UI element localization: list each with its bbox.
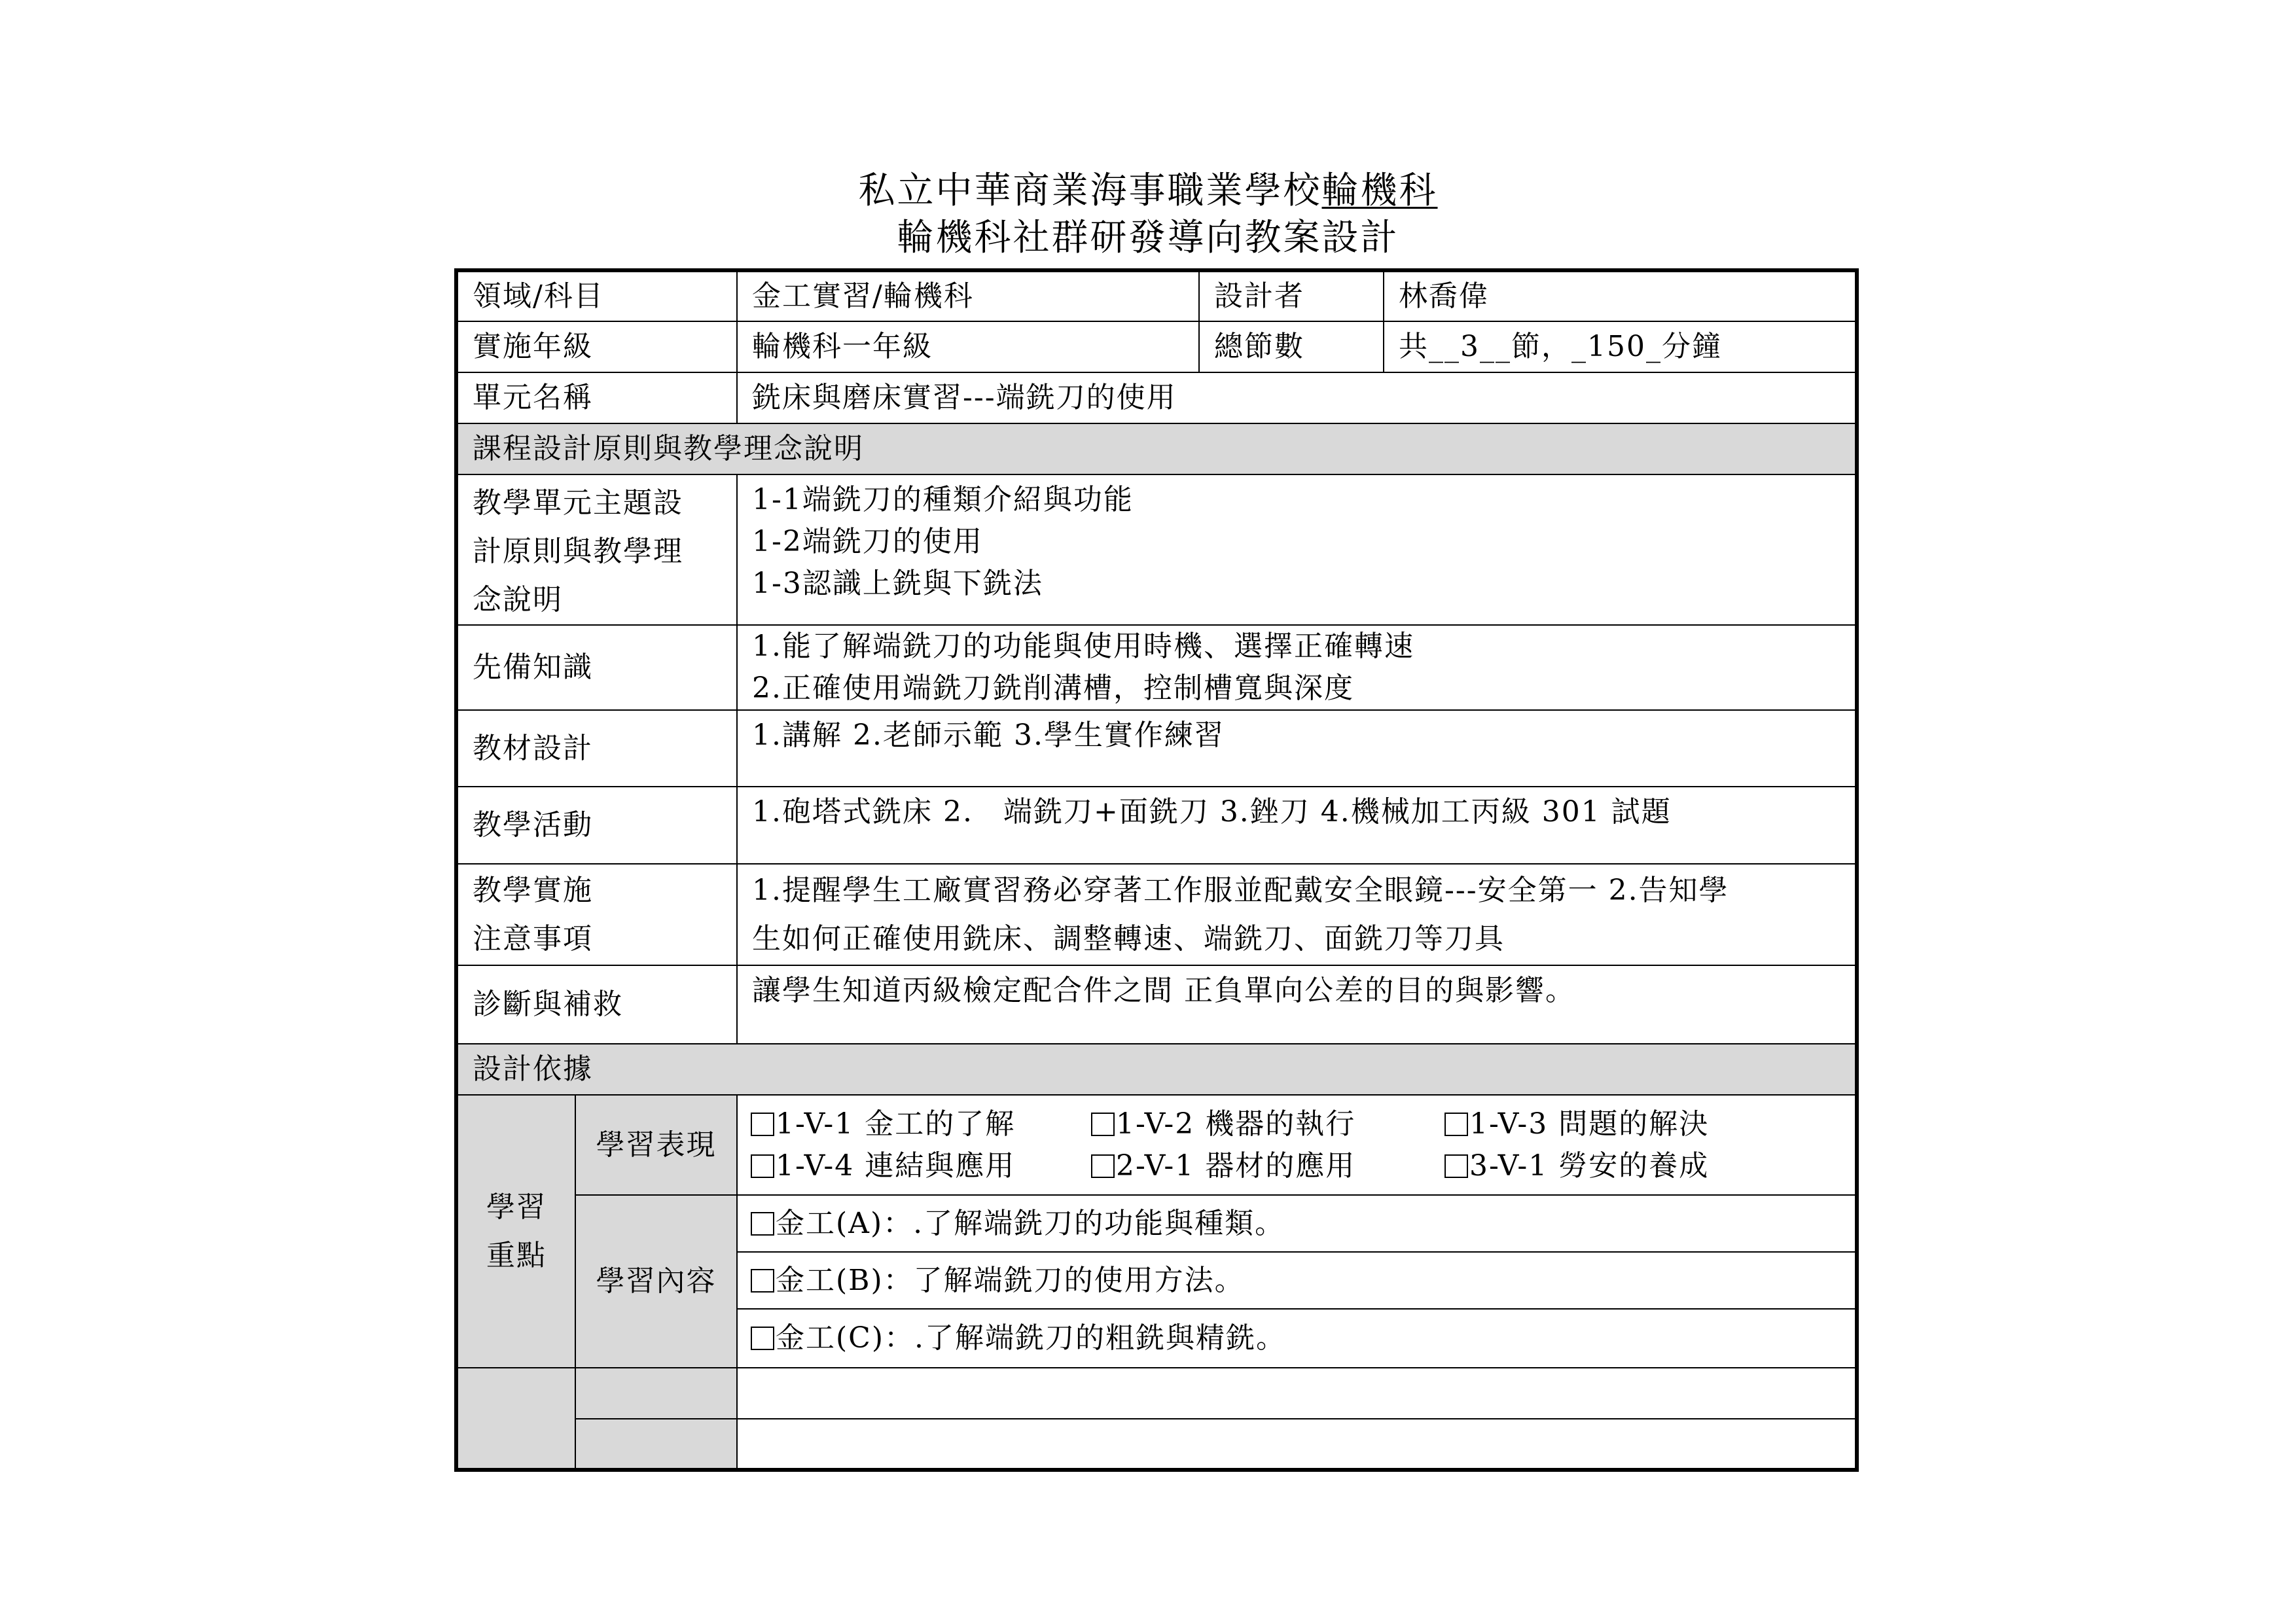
- notes-line: 1.提醒學生工廠實習務必穿著工作服並配戴安全眼鏡---安全第一 2.告知學: [752, 873, 1729, 907]
- performance-option[interactable]: 1-V-1 金工的了解: [751, 1103, 1091, 1145]
- empty-cell: [575, 1419, 737, 1470]
- designer-label: 設計者: [1199, 270, 1384, 321]
- performance-options: [737, 1095, 1857, 1195]
- row-unit: [456, 372, 1857, 423]
- field-value: 金工實習/輪機科: [737, 270, 1199, 321]
- theme-line: 1-2端銑刀的使用: [752, 525, 983, 558]
- performance-option[interactable]: 1-V-2 機器的執行: [1091, 1103, 1444, 1145]
- row-performance: [456, 1095, 1857, 1195]
- checkbox-icon[interactable]: [751, 1327, 774, 1350]
- theme-line: 1-1端銑刀的種類介紹與功能: [752, 483, 1134, 516]
- performance-option[interactable]: 1-V-3 問題的解決: [1444, 1103, 1709, 1145]
- empty-cell: [737, 1419, 1857, 1470]
- sessions-value: 共__3__節，_150_分鐘: [1384, 321, 1857, 372]
- lesson-plan-table: [454, 268, 1859, 1472]
- theme-label: [456, 474, 737, 625]
- focus-label-line: 學習: [486, 1190, 547, 1224]
- performance-label: 學習表現: [575, 1095, 737, 1195]
- focus-label-line: 重點: [486, 1238, 547, 1272]
- row-material: [456, 710, 1857, 787]
- department-name: 輪機科: [1321, 169, 1438, 212]
- material-label: 教材設計: [456, 710, 737, 787]
- empty-cell: [575, 1368, 737, 1419]
- unit-value: 銑床與磨床實習---端銑刀的使用: [737, 372, 1857, 423]
- prior-line: 1.能了解端銑刀的功能與使用時機、選擇正確轉速: [752, 630, 1414, 663]
- notes-label-line: 教學實施: [473, 873, 593, 907]
- document-subtitle: 輪機科社群研發導向教案設計: [897, 217, 1399, 259]
- theme-content: [737, 474, 1857, 625]
- grade-value: 輪機科一年級: [737, 321, 1199, 372]
- diagnosis-label: 診斷與補救: [456, 965, 737, 1044]
- principles-section-label: 課程設計原則與教學理念說明: [456, 423, 1857, 474]
- row-content-a: [456, 1195, 1857, 1252]
- row-principles-section: [456, 423, 1857, 474]
- theme-label-line: 教學單元主題設: [473, 486, 683, 520]
- school-name: 私立中華商業海事職業學校: [858, 169, 1322, 212]
- document-title: [0, 169, 2296, 213]
- performance-row: [751, 1103, 1840, 1145]
- row-field: [456, 270, 1857, 321]
- sessions-label: 總節數: [1199, 321, 1384, 372]
- row-empty-1: [456, 1368, 1857, 1419]
- row-grade: [456, 321, 1857, 372]
- empty-cell: [456, 1368, 575, 1470]
- notes-label: [456, 864, 737, 965]
- activity-label: 教學活動: [456, 787, 737, 864]
- empty-cell: [737, 1368, 1857, 1419]
- notes-label-line: 注意事項: [473, 921, 593, 955]
- checkbox-icon[interactable]: [751, 1113, 774, 1136]
- designer-value: 林喬偉: [1384, 270, 1857, 321]
- performance-option[interactable]: 2-V-1 器材的應用: [1091, 1145, 1444, 1187]
- notes-line: 生如何正確使用銑床、調整轉速、端銑刀、面銑刀等刀具: [752, 921, 1505, 955]
- prior-line: 2.正確使用端銑刀銑削溝槽，控制槽寬與深度: [752, 671, 1354, 705]
- activity-value: 1.砲塔式銑床 2. 端銑刀+面銑刀 3.銼刀 4.機械加工丙級 301 試題: [737, 787, 1857, 864]
- checkbox-icon[interactable]: [1444, 1154, 1468, 1178]
- content-option[interactable]: 金工(C)：.了解端銑刀的粗銑與精銑。: [737, 1309, 1857, 1368]
- content-label: 學習內容: [575, 1195, 737, 1368]
- learning-focus-label: [456, 1095, 575, 1368]
- row-diagnosis: [456, 965, 1857, 1044]
- performance-option[interactable]: 1-V-4 連結與應用: [751, 1145, 1091, 1187]
- field-label: 領域/科目: [456, 270, 737, 321]
- basis-section-label: 設計依據: [456, 1044, 1857, 1095]
- theme-label-line: 計原則與教學理: [473, 535, 683, 568]
- checkbox-icon[interactable]: [751, 1212, 774, 1236]
- checkbox-icon[interactable]: [1091, 1113, 1115, 1136]
- material-value: 1.講解 2.老師示範 3.學生實作練習: [737, 710, 1857, 787]
- checkbox-icon[interactable]: [1091, 1154, 1115, 1178]
- content-option[interactable]: 金工(A)：.了解端銑刀的功能與種類。: [737, 1195, 1857, 1252]
- row-prior: [456, 625, 1857, 710]
- checkbox-icon[interactable]: [1444, 1113, 1468, 1136]
- prior-content: [737, 625, 1857, 710]
- notes-content: [737, 864, 1857, 965]
- row-empty-2: [456, 1419, 1857, 1470]
- checkbox-icon[interactable]: [751, 1154, 774, 1178]
- row-basis-section: [456, 1044, 1857, 1095]
- performance-row: [751, 1145, 1840, 1187]
- prior-label: 先備知識: [456, 625, 737, 710]
- performance-option[interactable]: 3-V-1 勞安的養成: [1444, 1145, 1709, 1187]
- grade-label: 實施年級: [456, 321, 737, 372]
- checkbox-icon[interactable]: [751, 1269, 774, 1293]
- row-notes: [456, 864, 1857, 965]
- theme-label-line: 念說明: [473, 583, 563, 616]
- diagnosis-value: 讓學生知道丙級檢定配合件之間 正負單向公差的目的與影響。: [737, 965, 1857, 1044]
- unit-label: 單元名稱: [456, 372, 737, 423]
- row-activity: [456, 787, 1857, 864]
- theme-line: 1-3認識上銑與下銑法: [752, 567, 1043, 600]
- row-theme: [456, 474, 1857, 625]
- content-option[interactable]: 金工(B)：了解端銑刀的使用方法。: [737, 1252, 1857, 1309]
